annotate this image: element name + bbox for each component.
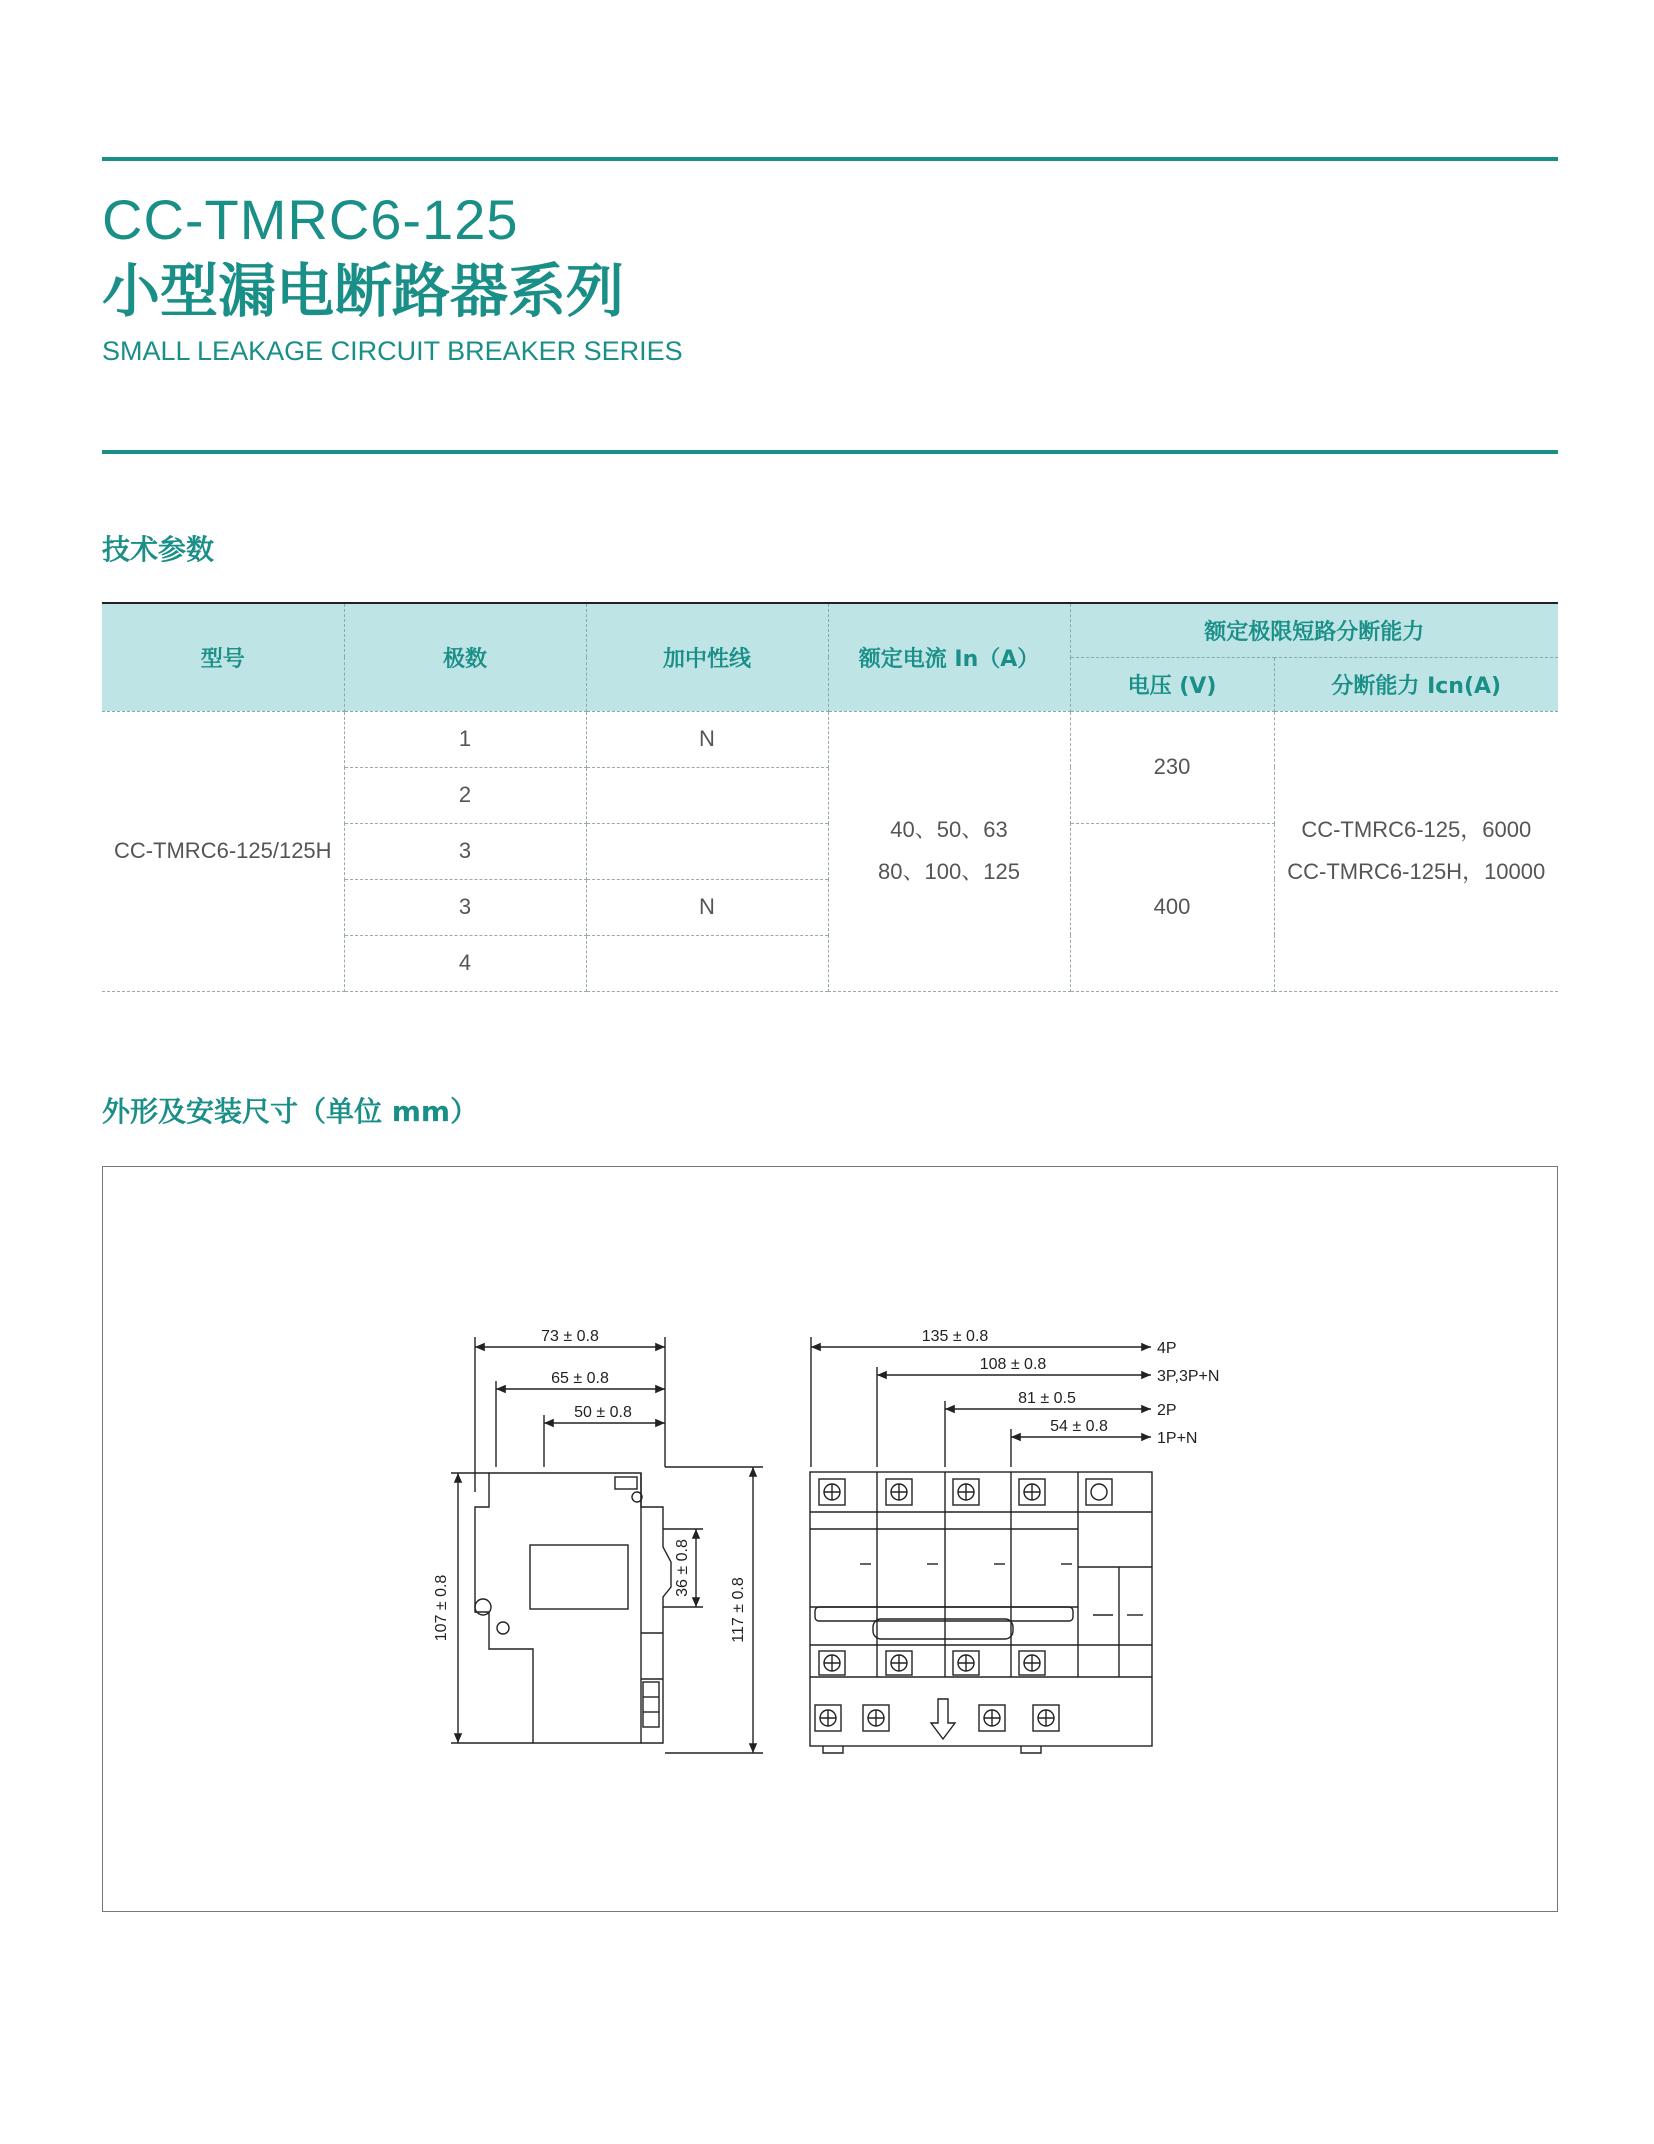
table-row: [102, 711, 1558, 767]
capacity-line-1: CC-TMRC6-125，6000: [1301, 817, 1532, 842]
label-1pn: 1P+N: [1157, 1430, 1198, 1447]
header-breaking-capacity: 额定极限短路分断能力: [1070, 603, 1558, 657]
label-3p: 3P,3P+N: [1157, 1368, 1220, 1385]
cell-neutral: [586, 823, 828, 879]
dim-135: 135 ± 0.8: [921, 1328, 989, 1345]
dim-107: 107 ± 0.8: [433, 1574, 450, 1642]
cell-poles: 2: [344, 767, 586, 823]
header-capacity: 分断能力 Icn(A): [1274, 657, 1558, 711]
section-title-params: 技术参数: [102, 533, 215, 566]
header-model: 型号: [102, 603, 344, 711]
dim-81: 81 ± 0.5: [1018, 1390, 1076, 1407]
header-voltage: 电压 (V): [1070, 657, 1274, 711]
cell-poles: 1: [344, 711, 586, 767]
dim-117: 117 ± 0.8: [730, 1577, 747, 1643]
side-view: [451, 1337, 763, 1753]
dim-108: 108 ± 0.8: [979, 1356, 1047, 1373]
capacity-line-2: CC-TMRC6-125H，10000: [1287, 859, 1546, 884]
header-rated-current: 额定电流 In（A）: [828, 603, 1070, 711]
label-2p: 2P: [1157, 1402, 1177, 1419]
product-title-cn: 小型漏电断路器系列: [102, 257, 625, 325]
cell-neutral: [586, 767, 828, 823]
current-line-1: 40、50、63: [890, 817, 1008, 842]
current-line-2: 80、100、125: [878, 859, 1020, 884]
spec-table: [102, 602, 1558, 992]
dim-73: 73 ± 0.8: [541, 1328, 599, 1345]
cell-voltage-230: 230: [1070, 711, 1274, 823]
dimension-drawing-frame: [102, 1166, 1558, 1912]
dim-65: 65 ± 0.8: [551, 1370, 609, 1387]
cell-poles: 3: [344, 823, 586, 879]
cell-poles: 4: [344, 935, 586, 991]
product-model: CC-TMRC6-125: [102, 188, 519, 251]
header-bottom-rule: [102, 450, 1558, 454]
cell-neutral: N: [586, 879, 828, 935]
label-4p: 4P: [1157, 1340, 1177, 1357]
dim-36: 36 ± 0.8: [674, 1539, 691, 1597]
product-title-en: SMALL LEAKAGE CIRCUIT BREAKER SERIES: [102, 336, 683, 366]
cell-rated-current: [828, 711, 1070, 991]
cell-neutral: N: [586, 711, 828, 767]
cell-voltage-400: 400: [1070, 823, 1274, 991]
header-poles: 极数: [344, 603, 586, 711]
top-rule: [102, 157, 1558, 161]
front-view: [810, 1337, 1152, 1753]
dim-54: 54 ± 0.8: [1050, 1418, 1108, 1435]
section-title-dimensions: 外形及安装尺寸（单位 mm）: [102, 1095, 479, 1128]
cell-neutral: [586, 935, 828, 991]
dim-50: 50 ± 0.8: [574, 1404, 632, 1421]
cell-poles: 3: [344, 879, 586, 935]
header-neutral: 加中性线: [586, 603, 828, 711]
cell-model: CC-TMRC6-125/125H: [102, 711, 344, 991]
cell-capacity: [1274, 711, 1558, 991]
dimension-drawing: [103, 1167, 1557, 1911]
